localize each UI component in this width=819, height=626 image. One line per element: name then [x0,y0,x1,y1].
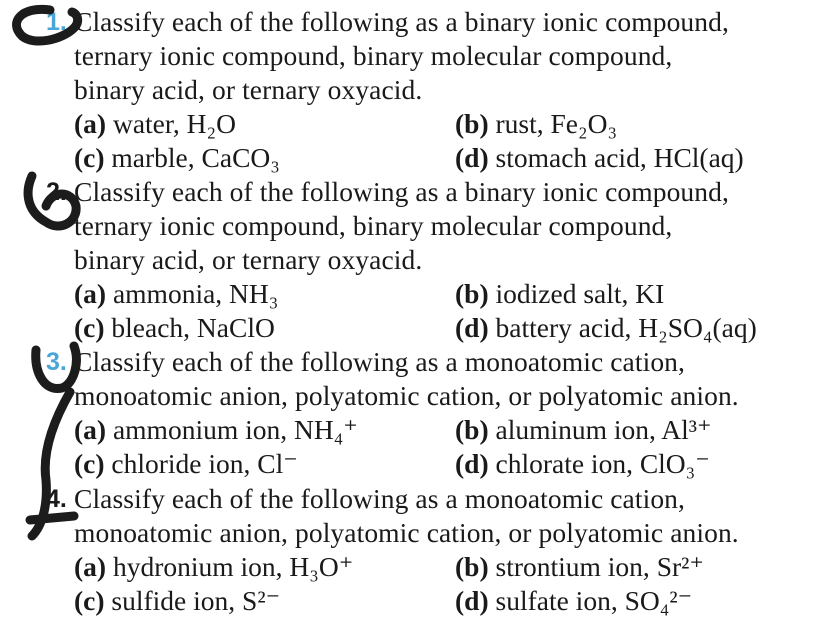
part-letter: (b) [455,414,489,445]
stem-line: ternary ionic compound, binary molecular compound, [74,40,673,71]
problem-stem [74,5,804,107]
problem-stem [74,345,804,413]
part-b [455,277,664,311]
part-b [455,550,704,584]
part-formula: S²⁻ [242,585,281,616]
part-label: bleach, [111,312,191,343]
part-letter: (d) [455,585,489,616]
part-letter: (c) [74,585,105,616]
part-d [455,311,757,345]
part-formula: H₂SO₄(aq) [638,312,757,343]
part-formula: SO₄²⁻ [624,585,693,616]
part-letter: (a) [74,414,107,445]
part-a [74,413,358,447]
part-letter: (b) [455,551,489,582]
part-c [74,584,280,618]
part-letter: (b) [455,108,489,139]
part-b [455,413,712,447]
problem-number: 4. [46,485,67,513]
part-label: iodized salt, [495,278,629,309]
part-label: rust, [495,108,544,139]
part-label: aluminum ion, [495,414,656,445]
part-label: ammonium ion, [112,414,288,445]
problem-number: 1. [46,8,67,36]
stem-line: Classify each of the following as a monoatomic cation, [74,346,686,377]
part-formula: H₃O⁺ [289,551,354,582]
stem-line: binary acid, or ternary oxyacid. [74,74,423,105]
part-a [74,107,236,141]
part-c [74,141,280,175]
part-formula: NaClO [196,312,275,343]
part-letter: (b) [455,278,489,309]
part-formula: ClO₃⁻ [639,448,710,479]
part-letter: (c) [74,448,105,479]
part-label: chlorate ion, [495,448,633,479]
part-c [74,447,298,481]
part-formula: Al³⁺ [661,414,712,445]
part-a [74,277,278,311]
part-letter: (a) [74,108,107,139]
part-letter: (d) [455,448,489,479]
part-letter: (d) [455,312,489,343]
part-formula: Sr²⁺ [656,551,704,582]
part-d [455,584,692,618]
part-formula: H₂O [186,108,236,139]
part-formula: Cl⁻ [257,448,298,479]
part-b [455,107,617,141]
part-formula: NH₃ [229,278,279,309]
part-label: sulfate ion, [495,585,618,616]
part-letter: (a) [74,278,107,309]
problem-stem [74,482,804,550]
part-label: water, [112,108,180,139]
part-label: chloride ion, [111,448,251,479]
part-d [455,447,710,481]
part-letter: (a) [74,551,107,582]
part-label: strontium ion, [495,551,650,582]
stem-line: monoatomic anion, polyatomic cation, or polyatomic anion. [74,380,739,411]
stem-line: Classify each of the following as a binary ionic compound, [74,6,729,37]
part-formula: KI [635,278,665,309]
part-label: stomach acid, [495,142,647,173]
part-d [455,141,744,175]
part-letter: (c) [74,312,105,343]
part-label: marble, [111,142,195,173]
stem-line: monoatomic anion, polyatomic cation, or polyatomic anion. [74,517,739,548]
part-letter: (d) [455,142,489,173]
part-formula: CaCO₃ [201,142,280,173]
problem-number: 3. [46,348,67,376]
stem-line: binary acid, or ternary oxyacid. [74,244,423,275]
part-c [74,311,275,345]
part-letter: (c) [74,142,105,173]
part-label: sulfide ion, [111,585,236,616]
problem-number: 2. [46,178,67,206]
part-formula: Fe₂O₃ [550,108,618,139]
part-a [74,550,353,584]
part-label: battery acid, [495,312,632,343]
part-label: ammonia, [112,278,223,309]
part-label: hydronium ion, [112,551,283,582]
problem-stem [74,175,804,277]
part-formula: NH₄⁺ [294,414,358,445]
stem-line: ternary ionic compound, binary molecular compound, [74,210,673,241]
stem-line: Classify each of the following as a monoatomic cation, [74,483,686,514]
stem-line: Classify each of the following as a binary ionic compound, [74,176,729,207]
part-formula: HCl(aq) [653,142,744,173]
